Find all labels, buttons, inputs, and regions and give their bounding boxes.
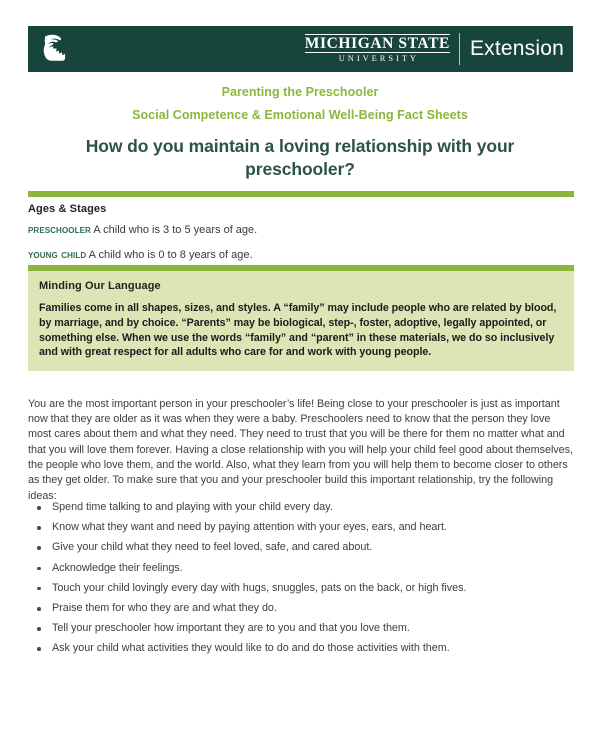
masthead-banner xyxy=(28,26,573,72)
list-item xyxy=(28,623,574,634)
bullet-dot-icon xyxy=(37,526,41,530)
list-item xyxy=(28,563,574,574)
bullet-dot-icon xyxy=(37,567,41,571)
list-item-text: Ask your child what activities they would like to do and do those activities with them. xyxy=(52,642,450,655)
bullet-dot-icon xyxy=(37,587,41,591)
bullet-dot-icon xyxy=(37,627,41,631)
list-item-text: Praise them for who they are and what they do. xyxy=(52,601,277,614)
bullet-dot-icon xyxy=(37,607,41,611)
list-item-text: Tell your preschooler how important they are to you and that you love them. xyxy=(52,622,410,635)
extension-unit-name: Extension xyxy=(469,37,564,60)
list-item-text: Give your child what they need to feel loved, safe, and cared about. xyxy=(52,541,373,554)
university-name-line1: MICHIGAN STATE xyxy=(304,34,450,52)
term-label: preschooler xyxy=(28,222,91,236)
list-item xyxy=(28,583,574,594)
spartan-helmet-icon xyxy=(38,32,72,66)
bullet-dot-icon xyxy=(37,546,41,550)
callout-body: Families come in all shapes, sizes, and styles. A “family” may include people who are related by blood, by marriage, and by choice. “Parents” may be biological, step-, foster, adoptive, legally appointed, or something else. When we use the words “family” and “parent” in these materials, we do so inclusively and with great respect for all adults who care for and work with young people. xyxy=(39,302,557,359)
term-definition: A child who is 0 to 8 years of age. xyxy=(88,249,253,261)
minding-our-language-callout xyxy=(28,265,574,371)
page-title: How do you maintain a loving relationship with your preschooler? xyxy=(85,135,515,180)
term-definition: A child who is 3 to 5 years of age. xyxy=(93,224,258,236)
list-item xyxy=(28,542,574,553)
bullet-dot-icon xyxy=(37,647,41,651)
series-title: Parenting the Preschooler xyxy=(221,85,379,99)
ages-and-stages-heading: Ages & Stages xyxy=(28,203,107,215)
list-item-text: Acknowledge their feelings. xyxy=(52,561,183,574)
glossary-term-young-child xyxy=(28,247,574,263)
term-label: young child xyxy=(28,247,87,261)
list-item-text: Spend time talking to and playing with your child every day. xyxy=(52,501,333,513)
list-item xyxy=(28,603,574,614)
title-block xyxy=(30,83,570,193)
intro-paragraph: You are the most important person in your preschooler’s life! Being close to your preschooler is just as important now that they are older as it was when they were a baby. Preschoolers need to know that the person they love most cares about them and what they need. They need to trust that you will be there for them no matter what and that you will love them forever. Having a close relationship with you will help your child feel good about themselves, the people who love them, and the world. Also, what they learn from you will help them to become closer to others as they get older. To make sure that you and your preschooler build this important relationship, try the following ideas: xyxy=(28,397,573,502)
glossary-term-preschooler xyxy=(28,222,574,238)
section-divider-rule xyxy=(28,191,574,197)
msu-university-lockup xyxy=(305,34,459,65)
list-item xyxy=(28,643,574,654)
list-item-text: Touch your child lovingly every day with hugs, snuggles, pats on the back, or high fives. xyxy=(52,581,467,594)
msu-extension-wordmark xyxy=(305,32,564,66)
bullet-dot-icon xyxy=(37,506,41,510)
tips-bullet-list xyxy=(28,502,574,664)
list-item-text: Know what they want and need by paying attention with your eyes, ears, and heart. xyxy=(52,521,447,534)
series-subtitle: Social Competence & Emotional Well-Being Fact Sheets xyxy=(132,108,468,123)
callout-title: Minding Our Language xyxy=(39,280,161,292)
university-name-line2: UNIVERSITY xyxy=(338,53,419,63)
list-item xyxy=(28,522,574,533)
list-item xyxy=(28,502,574,513)
